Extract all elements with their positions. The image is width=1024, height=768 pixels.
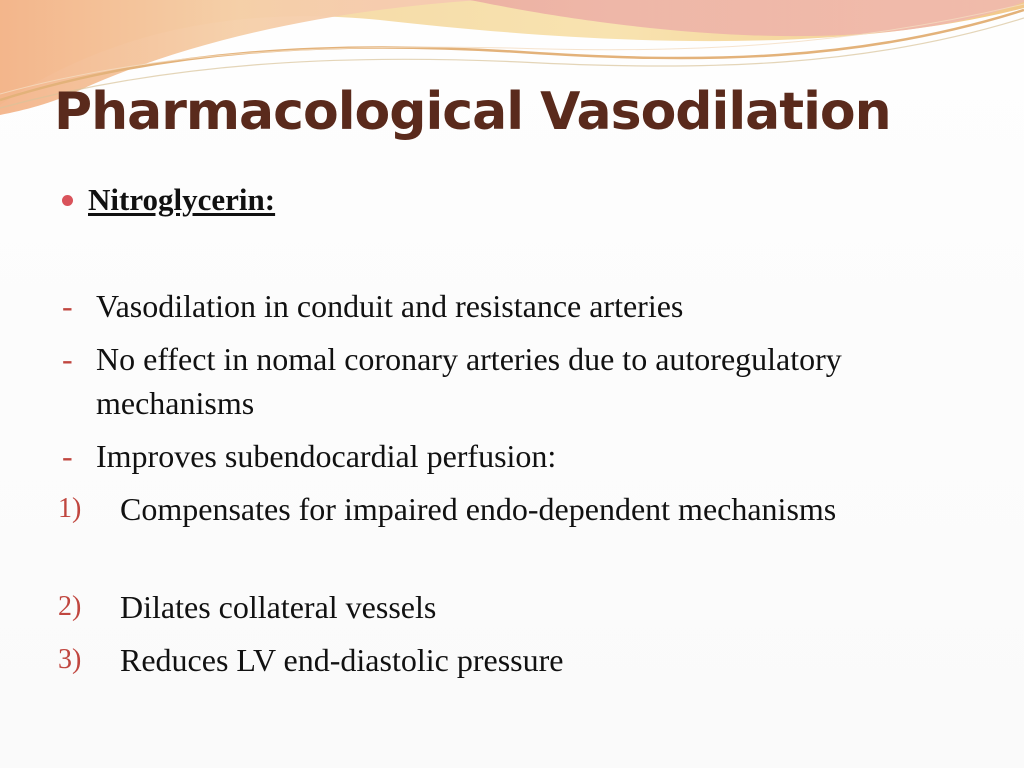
dash-item-text: Improves subendocardial perfusion: <box>96 438 557 474</box>
number-marker: 3) <box>58 644 82 675</box>
dash-marker: - <box>62 438 73 474</box>
numbered-item <box>58 585 958 629</box>
numbered-item <box>58 487 858 531</box>
dash-item-text: No effect in nomal coronary arteries due to autoregulatory mechanisms <box>96 341 842 421</box>
numbered-item-text: Compensates for impaired endo-dependent mechanisms <box>120 491 837 527</box>
dash-item-text: Vasodilation in conduit and resistance arteries <box>96 288 684 324</box>
bullet-heading <box>58 180 275 220</box>
number-marker: 2) <box>58 591 82 622</box>
number-marker: 1) <box>58 493 82 524</box>
numbered-item-text: Reduces LV end-diastolic pressure <box>120 642 564 678</box>
dash-item <box>58 284 958 328</box>
numbered-item-text: Dilates collateral vessels <box>120 589 437 625</box>
slide-title: Pharmacological Vasodilation <box>54 82 891 142</box>
numbered-item <box>58 638 958 682</box>
dash-marker: - <box>62 341 73 377</box>
dash-item <box>58 337 958 425</box>
heading-nitroglycerin: Nitroglycerin: <box>88 182 276 217</box>
dash-item <box>58 434 958 478</box>
bullet-dot-icon <box>62 195 73 206</box>
dash-marker: - <box>62 288 73 324</box>
